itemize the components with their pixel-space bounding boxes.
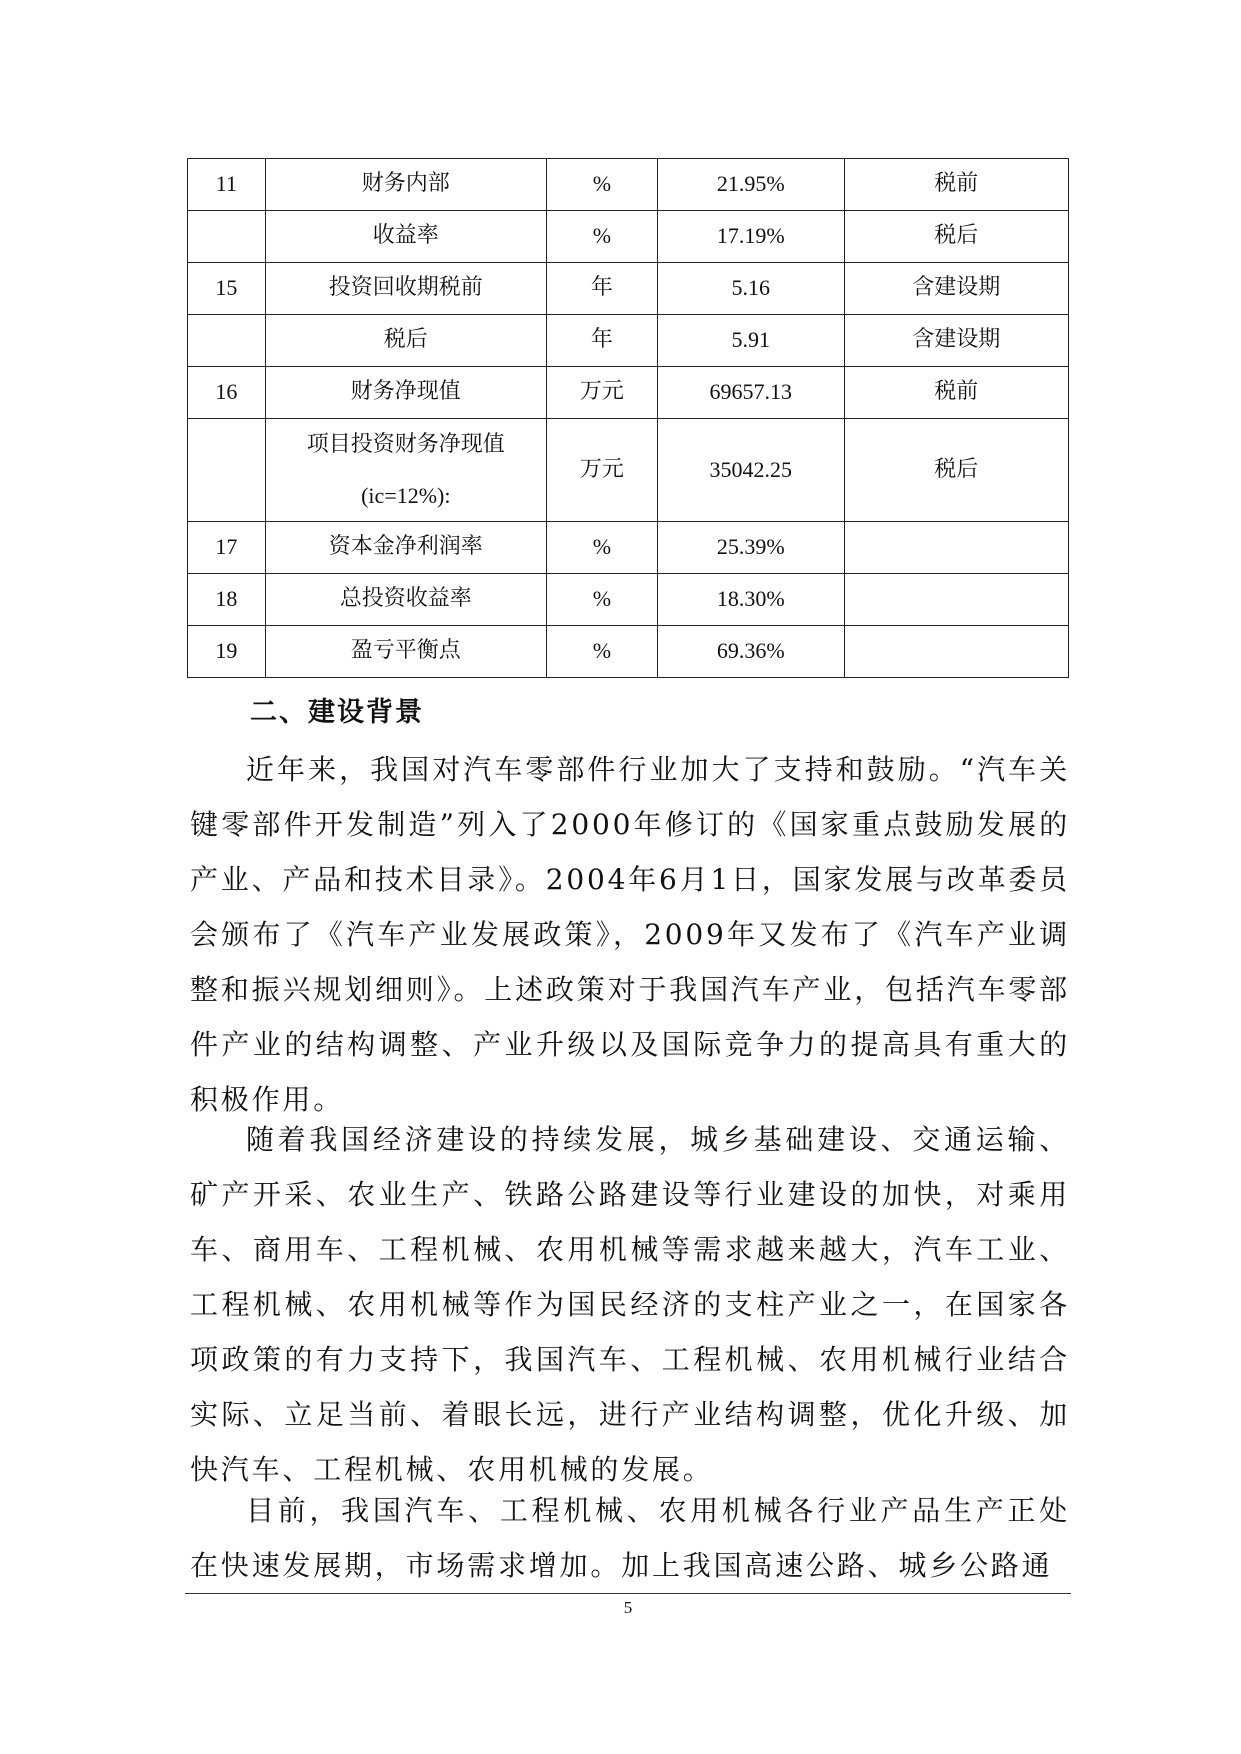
value: 5.16: [657, 263, 844, 315]
note: 税后: [844, 211, 1068, 263]
value: 35042.25: [657, 419, 844, 522]
unit: 年: [546, 315, 657, 367]
note: 税前: [844, 159, 1068, 211]
unit: %: [546, 159, 657, 211]
financial-indicators-table: [187, 158, 1069, 678]
footer-divider: [185, 1593, 1071, 1594]
row-number: [188, 315, 266, 367]
table-row: [188, 522, 1069, 574]
note: 含建设期: [844, 263, 1068, 315]
row-number: 16: [188, 367, 266, 419]
page-number: 5: [623, 1598, 633, 1617]
unit: 万元: [546, 419, 657, 522]
item-name: [265, 419, 546, 522]
unit: %: [546, 626, 657, 678]
paragraph: 目前，我国汽车、工程机械、农用机械各行业产品生产正处在快速发展期，市场需求增加。加上我国高速公路、城乡公路通: [190, 1494, 1070, 1582]
row-number: 15: [188, 263, 266, 315]
row-number: [188, 211, 266, 263]
table-row: [188, 574, 1069, 626]
item-name-line-1: 项目投资财务净现值: [306, 432, 505, 457]
value: 69.36%: [657, 626, 844, 678]
table-row: [188, 211, 1069, 263]
value: 25.39%: [657, 522, 844, 574]
item-name: 财务净现值: [265, 367, 546, 419]
item-name: 盈亏平衡点: [265, 626, 546, 678]
table-row: [188, 419, 1069, 522]
row-number: 11: [188, 159, 266, 211]
item-name: 总投资收益率: [265, 574, 546, 626]
row-number: 17: [188, 522, 266, 574]
value: 5.91: [657, 315, 844, 367]
unit: %: [546, 574, 657, 626]
item-name: 资本金净利润率: [265, 522, 546, 574]
item-name: 税后: [265, 315, 546, 367]
value: 69657.13: [657, 367, 844, 419]
value: 21.95%: [657, 159, 844, 211]
note: [844, 574, 1068, 626]
note: 含建设期: [844, 315, 1068, 367]
item-name: 投资回收期税前: [265, 263, 546, 315]
row-number: 18: [188, 574, 266, 626]
item-name: 财务内部: [265, 159, 546, 211]
unit: %: [546, 522, 657, 574]
paragraph: 随着我国经济建设的持续发展，城乡基础建设、交通运输、矿产开采、农业生产、铁路公路建设等行业建设的加快，对乘用车、商用车、工程机械、农用机械等需求越来越大，汽车工业、工程机械、农用机械等作为国民经济的支柱产业之一，在国家各项政策的有力支持下，我国汽车、工程机械、农用机械行业结合实际、立足当前、着眼长远，进行产业结构调整，优化升级、加快汽车、工程机械、农用机械的发展。: [190, 1123, 1070, 1486]
table-row: [188, 626, 1069, 678]
item-name-line-2: (ic=12%):: [361, 483, 451, 508]
row-number: 19: [188, 626, 266, 678]
table-row: [188, 367, 1069, 419]
row-number: [188, 419, 266, 522]
unit: %: [546, 211, 657, 263]
section-heading: 二、建设背景: [250, 697, 424, 728]
note: [844, 522, 1068, 574]
value: 18.30%: [657, 574, 844, 626]
table-row: [188, 315, 1069, 367]
item-name: 收益率: [265, 211, 546, 263]
paragraph: 近年来，我国对汽车零部件行业加大了支持和鼓励。“汽车关键零部件开发制造”列入了2000年修订的《国家重点鼓励发展的产业、产品和技术目录》。2004年6月1日，国家发展与改革委员会颁布了《汽车产业发展政策》，2009年又发布了《汽车产业调整和振兴规划细则》。上述政策对于我国汽车产业，包括汽车零部件产业的结构调整、产业升级以及国际竞争力的提高具有重大的积极作用。: [190, 753, 1070, 1116]
unit: 万元: [546, 367, 657, 419]
note: 税前: [844, 367, 1068, 419]
unit: 年: [546, 263, 657, 315]
table-row: [188, 159, 1069, 211]
table-row: [188, 263, 1069, 315]
note: [844, 626, 1068, 678]
value: 17.19%: [657, 211, 844, 263]
note: 税后: [844, 419, 1068, 522]
